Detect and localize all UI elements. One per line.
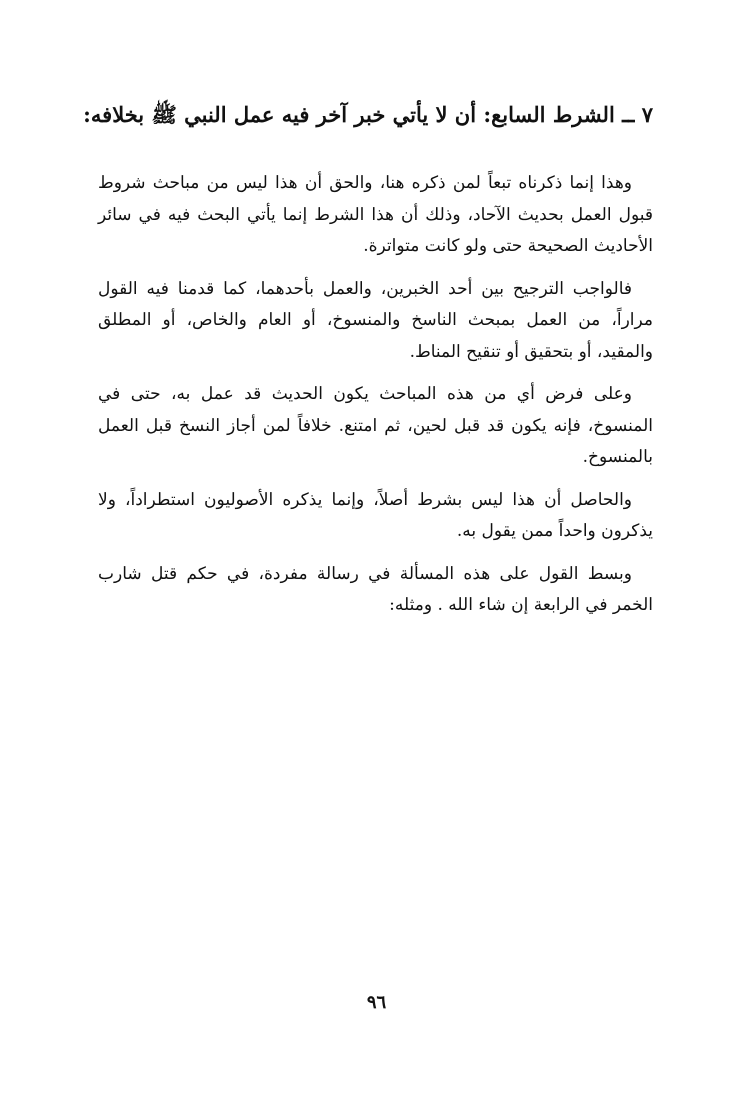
paragraph-5: وبسط القول على هذه المسألة في رسالة مفردة، في حكم قتل شارب الخمر في الرابعة إن شاء الله . ومثله: (98, 563, 653, 615)
paragraph-2: فالواجب الترجيح بين أحد الخبرين، والعمل بأحدهما، كما قدمنا فيه القول مراراً، من العمل بمبحث الناسخ والمنسوخ، أو العام والخاص، أو المطلق والمقيد، أو بتحقيق أو تنقيح المناط. (98, 278, 653, 362)
paragraph-4: والحاصل أن هذا ليس بشرط أصلاً، وإنما يذكره الأصوليون استطراداً، ولا يذكرون واحداً ممن يقول به. (98, 489, 653, 541)
section-heading: ٧ ــ الشرط السابع: أن لا يأتي خبر آخر فيه عمل النبي ﷺ بخلافه: (83, 102, 653, 127)
body-text (98, 168, 653, 633)
paragraph-3: وعلى فرض أي من هذه المباحث يكون الحديث قد عمل به، حتى في المنسوخ، فإنه يكون قد قبل لحين، ثم امتنع. خلافاً لمن أجاز النسخ قبل العمل بالمنسوخ. (98, 384, 654, 467)
paragraph-1: وهذا إنما ذكرناه تبعاً لمن ذكره هنا، والحق أن هذا ليس من مباحث شروط قبول العمل بحديث الآحاد، وذلك أن هذا الشرط إنما يأتي البحث فيه في سائر الأحاديث الصحيحة حتى ولو كانت متواترة. (98, 173, 653, 256)
page-number: ٩٦ (366, 992, 387, 1013)
